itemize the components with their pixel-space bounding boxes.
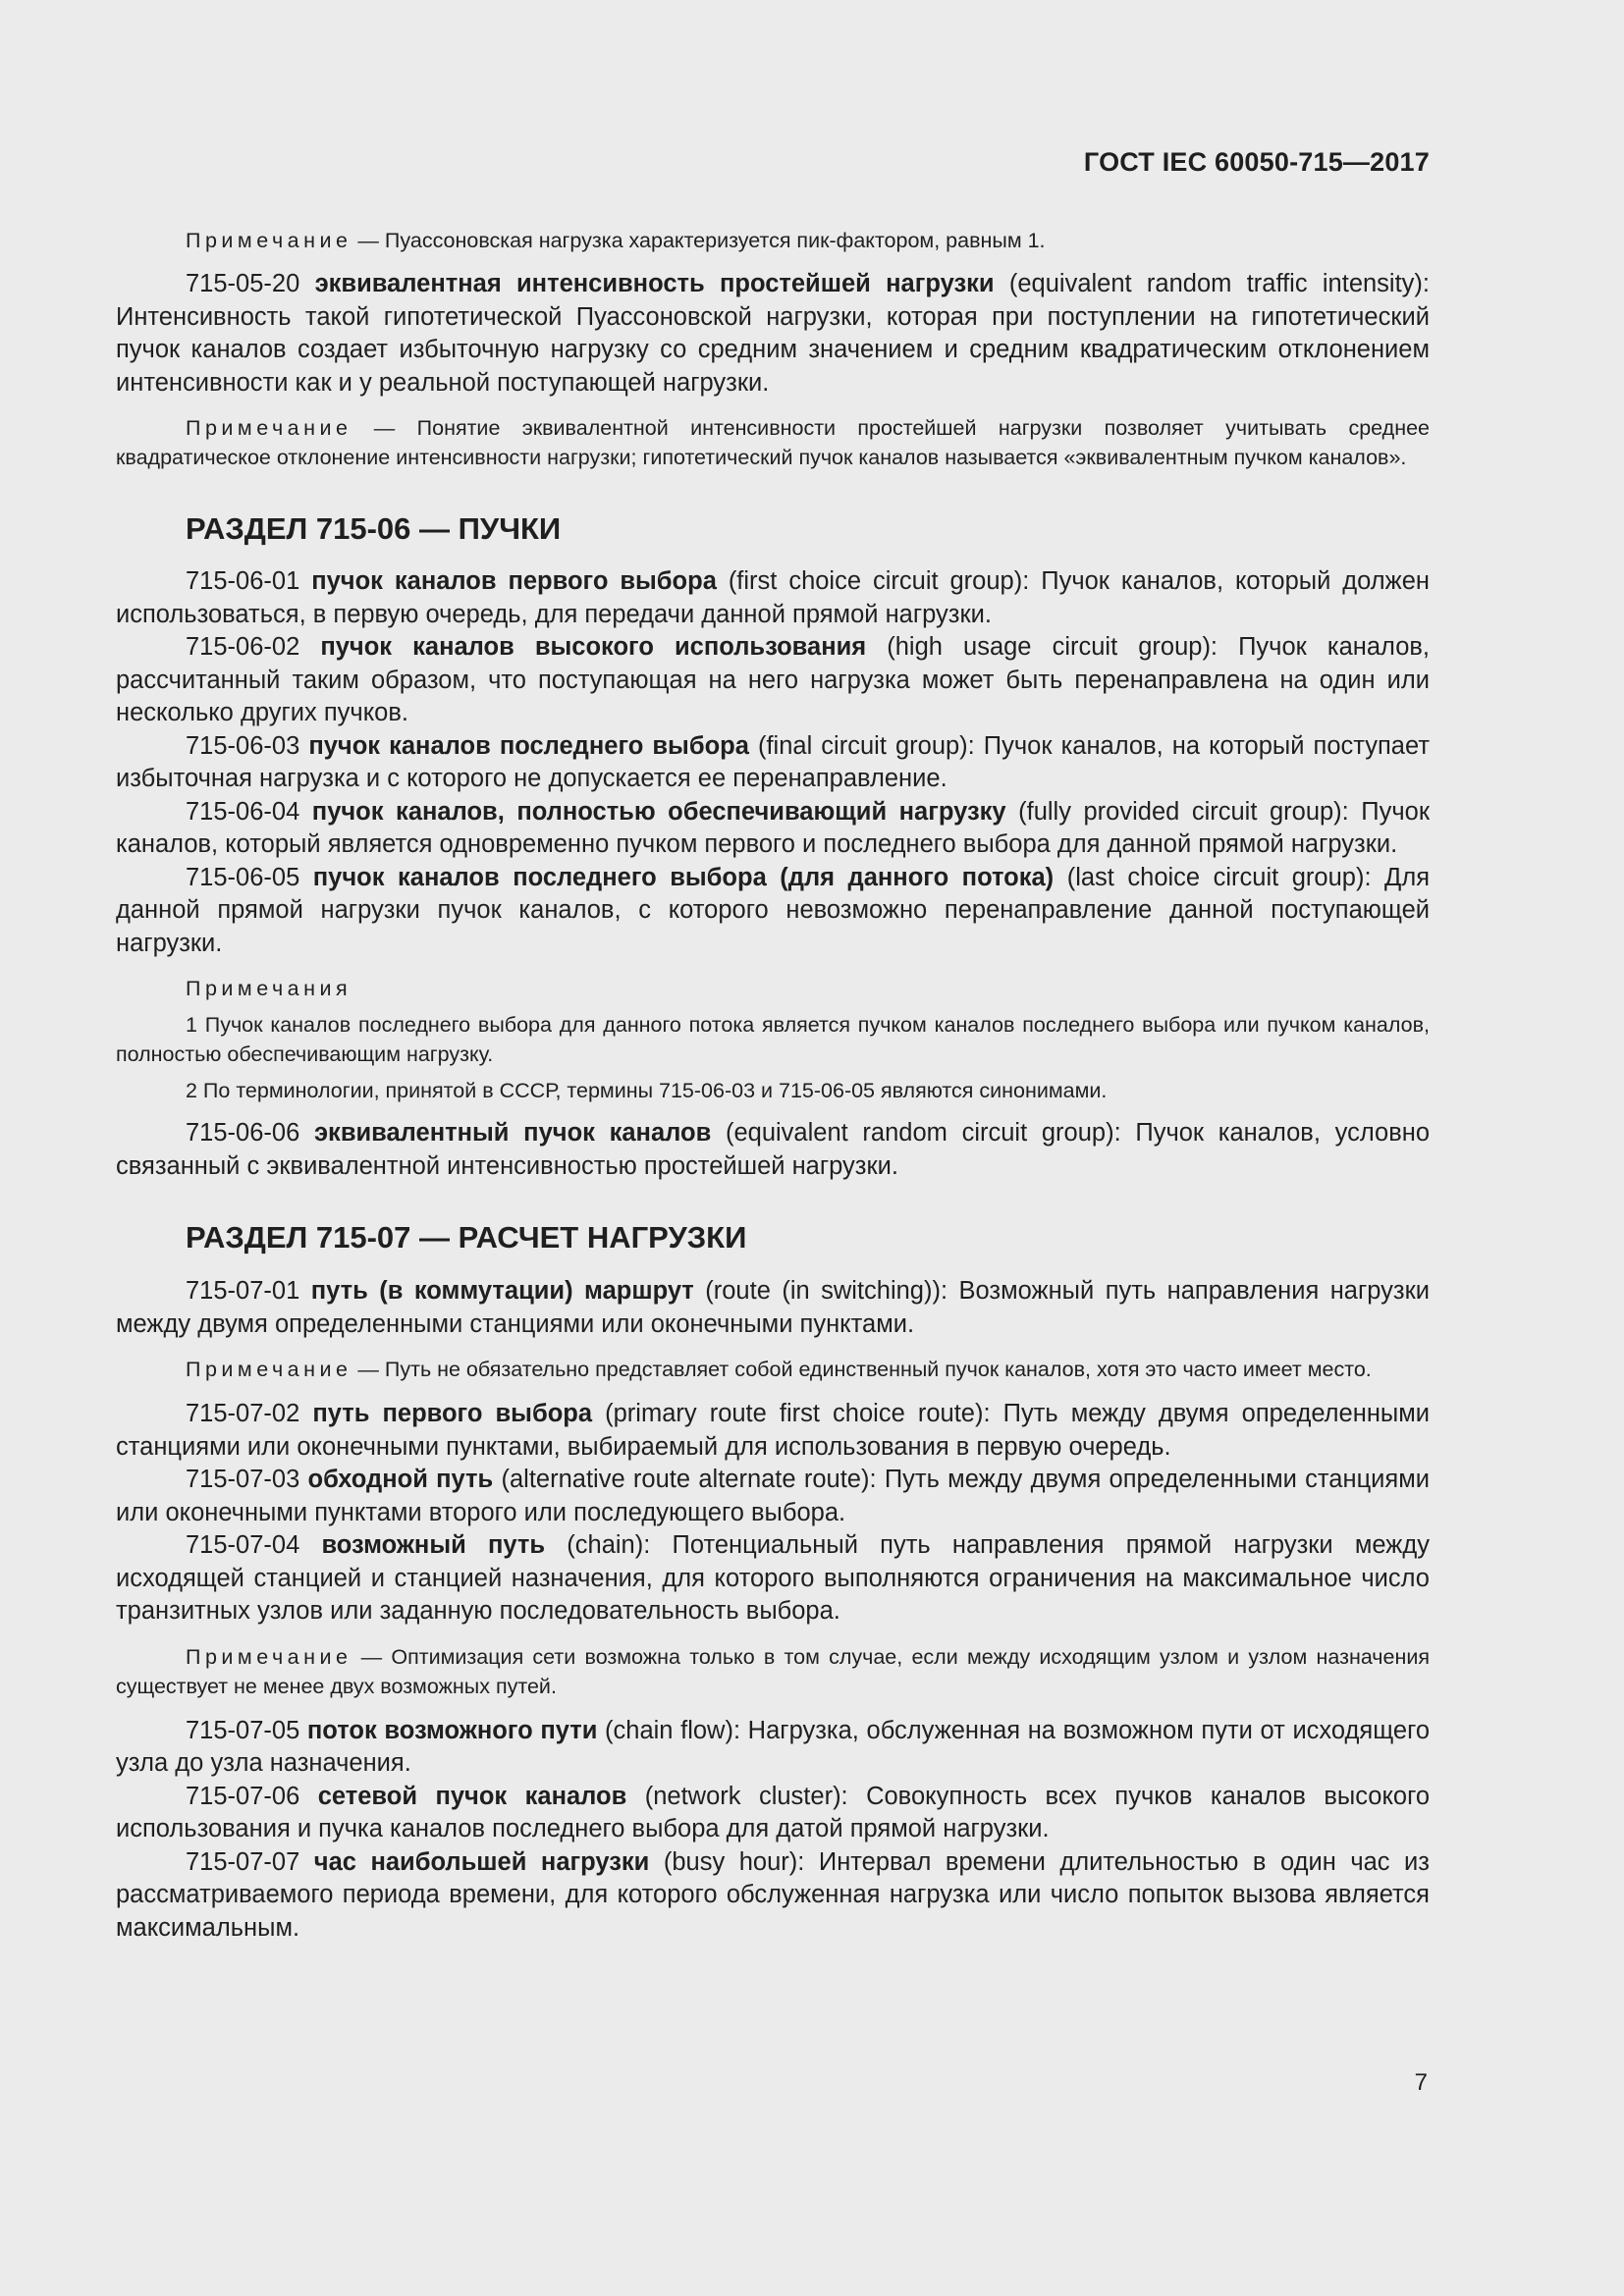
- term-definition: (last choice circuit group): Для данной прямой нагрузки пучок каналов, с которого невозможно перенаправление данной поступающей нагрузки.: [116, 863, 1431, 957]
- term-number: 715-06-02: [186, 633, 321, 661]
- term-name: эквивалентная интенсивность простейшей нагрузки: [314, 270, 995, 297]
- term-definition: (chain flow): Нагрузка, обслуженная на возможном пути от исходящего узла до узла назначения.: [116, 1716, 1431, 1777]
- term-name: пучок каналов последнего выбора: [308, 731, 749, 760]
- term-definition: (alternative route alternate route): Путь между двумя определенными станциями или оконечными пунктами второго или последующего выбора.: [116, 1466, 1430, 1526]
- term-number: 715-06-01: [186, 567, 312, 595]
- note-item: 2 По терминологии, принятой в СССР, термины 715-06-03 и 715-06-05 являются синонимами.: [186, 1079, 1108, 1102]
- term-name: обходной путь: [307, 1466, 494, 1493]
- term-name: путь (в коммутации) маршрут: [310, 1277, 694, 1305]
- note-item: 1 Пучок каналов последнего выбора для данного потока является пучком каналов последнего выбора или пучком каналов, полностью обеспечивающим нагрузку.: [116, 1013, 1430, 1066]
- term-name: поток возможного пути: [306, 1716, 598, 1744]
- note-label: Примечание: [186, 1358, 352, 1381]
- note-label: Примечание: [186, 1644, 352, 1669]
- term-definition: (equivalent random traffic intensity): Интенсивность такой гипотетической Пуассоновской нагрузки, которая при поступлении на гипотетический пучок каналов создает избыточную нагрузку со средним значением и средним квадратическим отклонением интенсивности как и у реальной поступающей нагрузки.: [116, 270, 1431, 397]
- section-heading: РАЗДЕЛ 715-06 — ПУЧКИ: [186, 511, 562, 546]
- term-entry: [116, 631, 1430, 730]
- term-definition: (first choice circuit group): Пучок каналов, который должен использоваться, в первую очередь, для передачи данной прямой нагрузки.: [116, 567, 1430, 628]
- note-label: Примечание: [186, 416, 352, 440]
- note-text: — Пуассоновская нагрузка характеризуется пик-фактором, равным 1.: [352, 229, 1046, 252]
- term-name: пучок каналов, полностью обеспечивающий нагрузку: [311, 797, 1006, 826]
- term-number: 715-06-03: [186, 731, 309, 760]
- term-number: 715-07-03: [186, 1466, 308, 1493]
- term-definition: (final circuit group): Пучок каналов, на который поступает избыточная нагрузка и с которого не допускается ее перенаправление.: [116, 731, 1431, 792]
- term-entry: [116, 1715, 1430, 1781]
- page-header-doc-id: ГОСТ IEC 60050-715—2017: [1083, 147, 1430, 177]
- term-entry: [116, 730, 1430, 796]
- term-definition: (route (in switching)): Возможный путь направления нагрузки между двумя определенными станциями или оконечными пунктами.: [116, 1277, 1431, 1338]
- term-definition: (chain): Потенциальный путь направления прямой нагрузки между исходящей станцией и станцией назначения, для которого выполняются ограничения на максимальное число транзитных узлов или заданную последовательность выбора.: [116, 1531, 1430, 1625]
- term-definition: (primary route first choice route): Путь между двумя определенными станциями или оконечными пунктами, выбираемый для использования в первую очередь.: [116, 1400, 1431, 1461]
- term-entry: [116, 796, 1430, 862]
- term-name: эквивалентный пучок каналов: [313, 1119, 712, 1147]
- term-entry: [116, 1529, 1430, 1629]
- note-text: — Путь не обязательно представляет собой единственный пучок каналов, хотя это часто имеет место.: [352, 1358, 1372, 1381]
- term-definition: (equivalent random circuit group): Пучок каналов, условно связанный с эквивалентной интенсивностью простейшей нагрузки.: [116, 1119, 1430, 1180]
- term-definition: (network cluster): Совокупность всех пучков каналов высокого использования и пучка каналов последнего выбора для датой прямой нагрузки.: [116, 1782, 1430, 1842]
- term-entry: [116, 862, 1430, 961]
- notes-label-text: Примечания: [186, 977, 352, 1000]
- note: [116, 413, 1430, 472]
- term-number: 715-07-04: [186, 1531, 322, 1559]
- term-entry: [116, 1781, 1430, 1846]
- notes-label: [116, 974, 1430, 1003]
- term-entry: [116, 1117, 1430, 1183]
- section-heading: РАЗДЕЛ 715-07 — РАСЧЕТ НАГРУЗКИ: [186, 1220, 747, 1255]
- term-name: пучок каналов высокого использования: [320, 633, 867, 661]
- term-number: 715-06-04: [186, 797, 312, 826]
- term-name: сетевой пучок каналов: [317, 1782, 627, 1810]
- term-definition: (high usage circuit group): Пучок каналов, рассчитанный таким образом, что поступающая на него нагрузка может быть перенаправлена на один или несколько других пучков.: [116, 633, 1431, 726]
- term-name: возможный путь: [321, 1531, 546, 1559]
- term-entry: [116, 1398, 1430, 1464]
- term-name: час наибольшей нагрузки: [313, 1847, 650, 1876]
- term-number: 715-07-05: [186, 1716, 307, 1744]
- note-text: — Понятие эквивалентной интенсивности простейшей нагрузки позволяет учитывать среднее квадратическое отклонение интенсивности нагрузки; гипотетический пучок каналов называется «эквивалентным пучком каналов».: [116, 416, 1430, 469]
- note: [116, 1642, 1430, 1701]
- term-definition: (fully provided circuit group): Пучок каналов, который является одновременно пучком первого и последнего выбора для данной прямой нагрузки.: [116, 797, 1431, 858]
- term-entry: [116, 1846, 1430, 1946]
- page-number: 7: [1414, 2069, 1428, 2096]
- term-number: 715-06-06: [186, 1119, 314, 1147]
- term-entry: [116, 268, 1430, 400]
- note-label: Примечание: [186, 229, 352, 252]
- term-entry: [116, 565, 1430, 631]
- term-number: 715-07-07: [186, 1847, 314, 1876]
- term-entry: [116, 1275, 1430, 1341]
- term-number: 715-07-06: [186, 1782, 318, 1810]
- note-text: — Оптимизация сети возможна только в том случае, если между исходящим узлом и узлом назначения существует не менее двух возможных путей.: [116, 1644, 1430, 1698]
- term-number: 715-06-05: [186, 863, 313, 891]
- note: [116, 1355, 1430, 1384]
- note: [116, 226, 1430, 255]
- term-number: 715-05-20: [186, 270, 315, 297]
- term-number: 715-07-01: [186, 1277, 311, 1305]
- term-number: 715-07-02: [186, 1400, 313, 1427]
- term-name: путь первого выбора: [312, 1400, 593, 1427]
- term-name: пучок каналов первого выбора: [311, 567, 717, 595]
- page-content: [116, 224, 1430, 1945]
- term-entry: [116, 1464, 1430, 1529]
- term-name: пучок каналов последнего выбора (для данного потока): [312, 863, 1055, 891]
- term-definition: (busy hour): Интервал времени длительностью в один час из рассматриваемого периода времени, для которого обслуженная нагрузка или число попыток вызова является максимальным.: [116, 1847, 1430, 1942]
